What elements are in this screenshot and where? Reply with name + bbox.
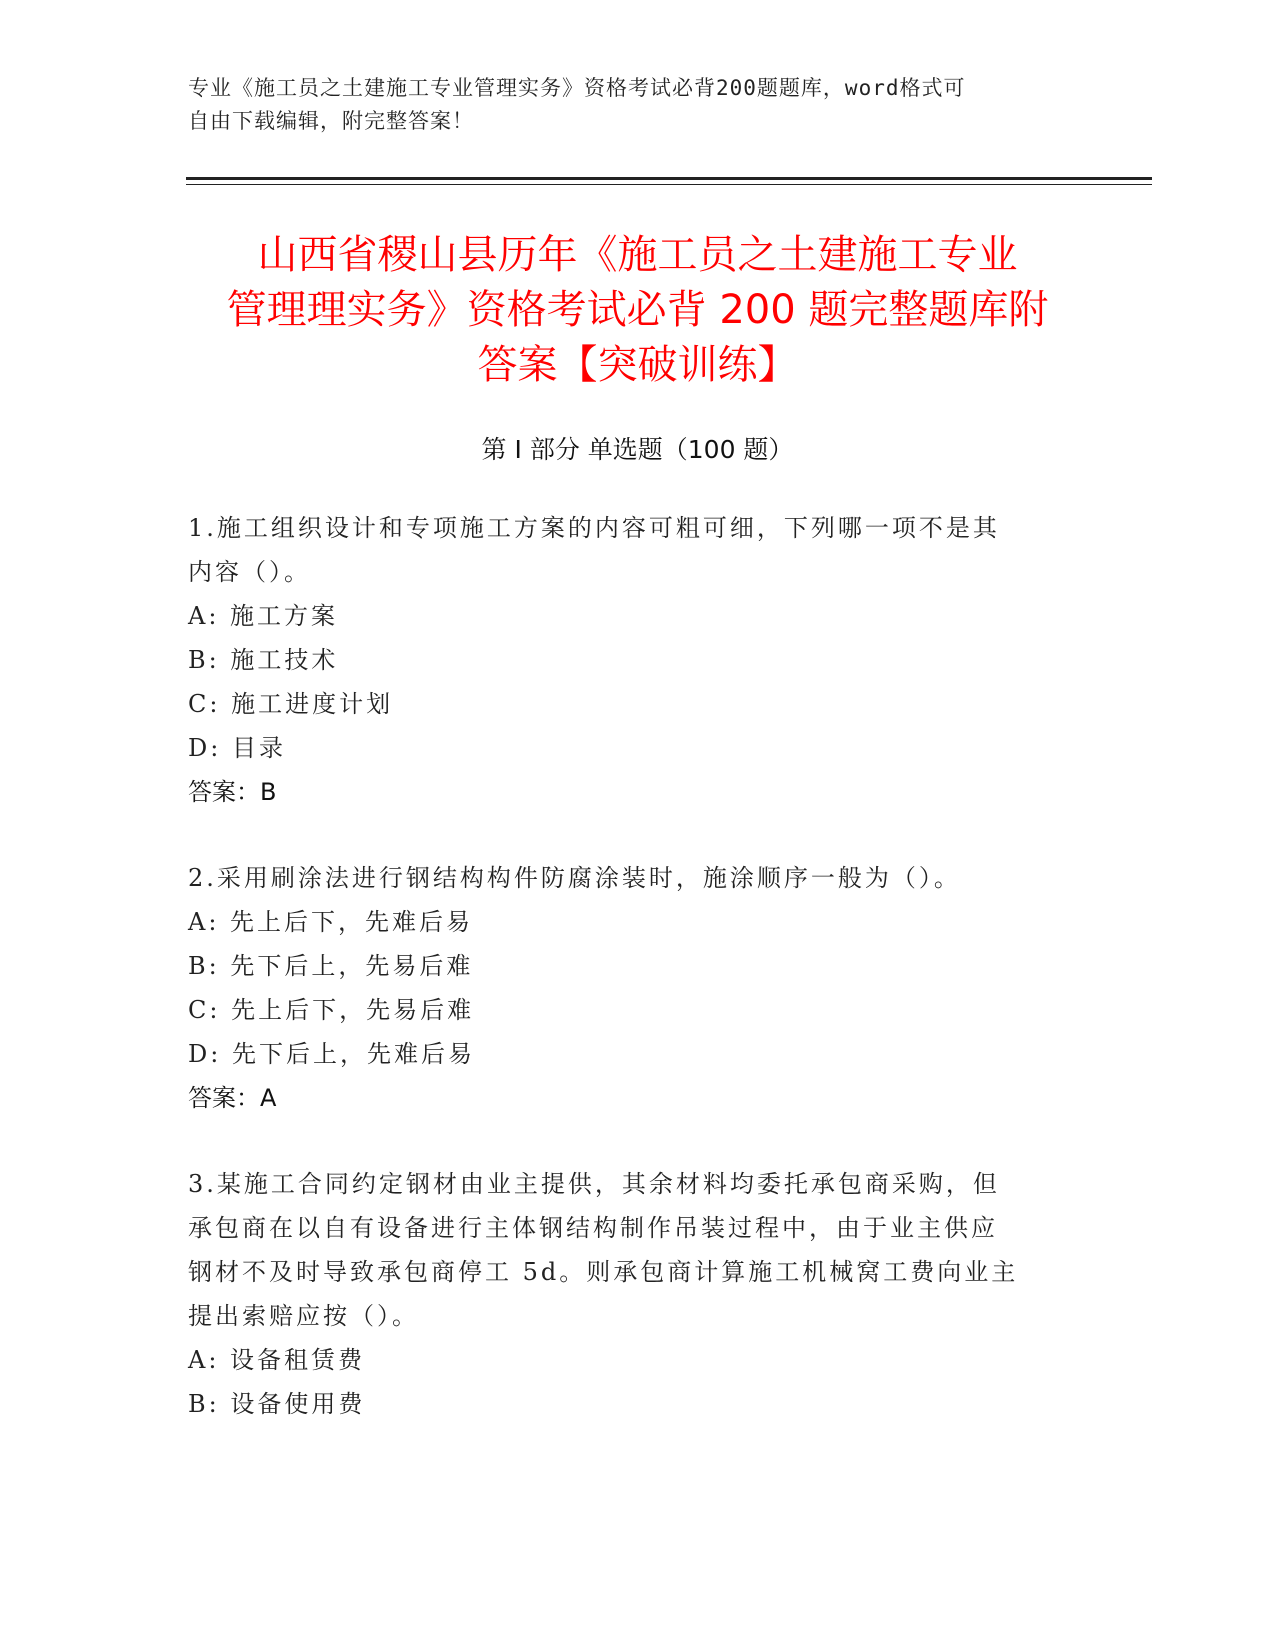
option-c: C: 施工进度计划	[188, 690, 394, 718]
option-a: A: 设备租赁费	[188, 1346, 366, 1374]
option-b: B: 设备使用费	[188, 1390, 366, 1418]
question-stem-line: 3.某施工合同约定钢材由业主提供，其余材料均委托承包商采购，但	[188, 1170, 1000, 1198]
document-title-line-1: 山西省稷山县历年《施工员之土建施工专业	[257, 232, 1018, 278]
option-c: C: 先上后下，先易后难	[188, 996, 475, 1024]
question-stem-line: 内容（）。	[188, 558, 311, 586]
header-note-line-1: 专业《施工员之土建施工专业管理实务》资格考试必背200题题库，word格式可	[188, 76, 966, 100]
section-heading: 第 I 部分 单选题（100 题）	[481, 435, 794, 464]
header-note-line-2: 自由下载编辑，附完整答案！	[188, 109, 474, 133]
answer-label: 答案：A	[188, 1084, 277, 1112]
header-note	[188, 72, 1068, 138]
option-b: B: 先下后上，先易后难	[188, 952, 474, 980]
question-stem-line: 承包商在以自有设备进行主体钢结构制作吊装过程中，由于业主供应	[188, 1214, 998, 1242]
question-stem-line: 钢材不及时导致承包商停工 5d。则承包商计算施工机械窝工费向业主	[188, 1258, 1019, 1286]
header-divider-thick	[186, 177, 1152, 180]
option-a: A: 先上后下，先难后易	[188, 908, 474, 936]
question-stem-line: 提出索赔应按（）。	[188, 1302, 419, 1330]
option-d: D: 目录	[188, 734, 286, 762]
option-b: B: 施工技术	[188, 646, 339, 674]
document-title	[150, 228, 1125, 393]
question-stem-line: 1.施工组织设计和专项施工方案的内容可粗可细，下列哪一项不是其	[188, 514, 1000, 542]
option-d: D: 先下后上，先难后易	[188, 1040, 475, 1068]
document-title-line-3: 答案【突破训练】	[477, 342, 798, 388]
question-stem-line: 2.采用刷涂法进行钢结构构件防腐涂装时，施涂顺序一般为（）。	[188, 864, 961, 892]
option-a: A: 施工方案	[188, 602, 339, 630]
document-title-line-2: 管理理实务》资格考试必背 200 题完整题库附	[226, 287, 1049, 333]
header-divider-thin	[186, 184, 1152, 185]
answer-label: 答案：B	[188, 778, 277, 806]
